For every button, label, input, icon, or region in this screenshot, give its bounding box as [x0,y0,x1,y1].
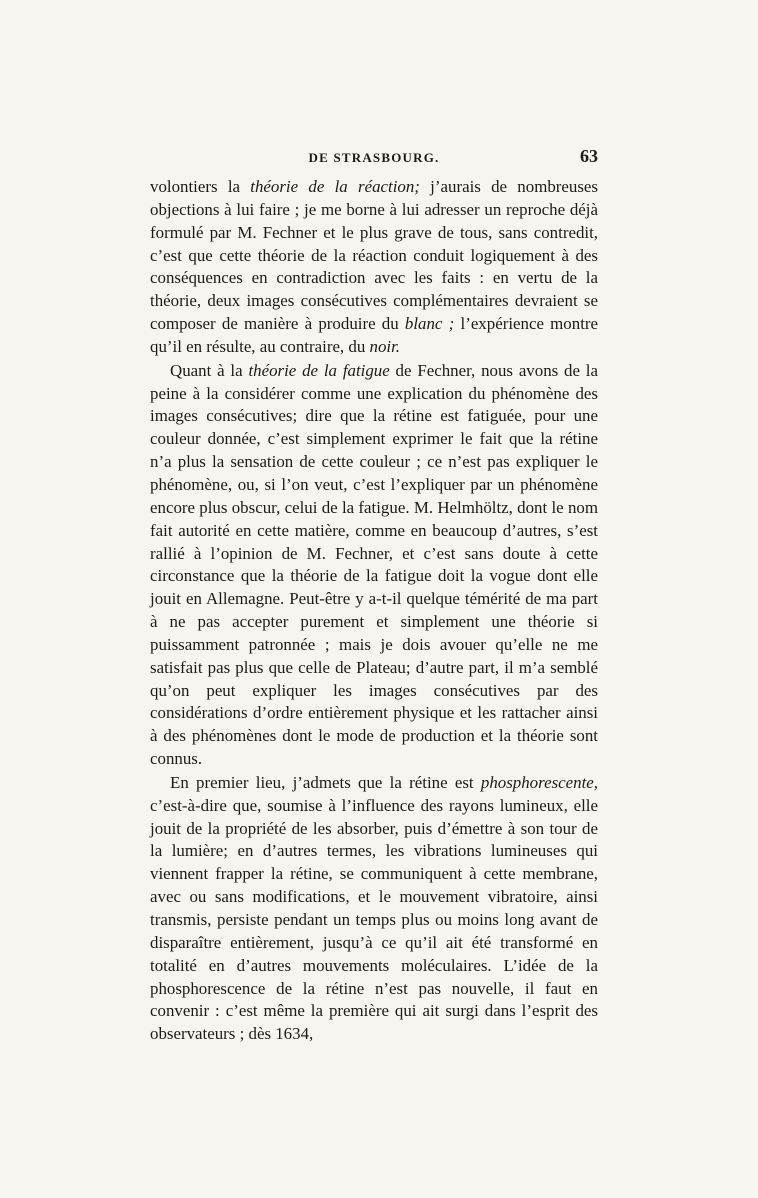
paragraph-1-text-1: volontiers la [150,177,251,196]
paragraph-2 [150,360,598,771]
paragraph-2-text-2: de Fechner, nous avons de la peine à la considérer comme une explication du phénomène des images consécutives; dire que la rétine est fatiguée, pour une couleur donnée, c’est simplement exprimer le fait que la rétine n’a plus la sensation de cette couleur ; ce n’est pas expliquer le phénomène, ou, si l’on veut, c’est l’expliquer par un phénomène encore plus obscur, celui de la fatigue. M. Helmhöltz, dont le nom fait autorité en cette matière, comme en beaucoup d’autres, s’est rallié à l’opinion de M. Fechner, et c’est sans doute à cette circonstance que la théorie de la fatigue doit la vogue dont elle jouit en Allemagne. Peut-être y a-t-il quelque témérité de ma part à ne pas accepter purement et simplement une théorie si puissamment patronnée ; mais je dois avouer qu’elle ne me satisfait pas plus que celle de Plateau; d’autre part, il m’a semblé qu’on peut expliquer les images consécutives par des considérations d’ordre entièrement physique et les rattacher ainsi à des phénomènes dont le mode de production et la théorie sont connus. [150,360,598,769]
running-title: DE STRASBOURG. [308,150,440,165]
paragraph-1-text-3: l’expérience montre qu’il en résulte, au contraire, du [150,314,599,356]
paragraph-1-text-2: j’aurais de nombreuses objections à lui faire ; je me borne à lui adresser un reproche déjà formulé par M. Fechner et le plus grave de tous, sans contredit, c’est que cette théorie de la réaction conduit logiquement à des conséquences en contradiction avec les faits : en vertu de la théorie, deux images consécutives complémentaires devraient se composer de manière à produire du [150,177,598,334]
paragraph-1-italic-1: théorie de la réaction; [250,177,420,196]
body-text [150,176,598,1046]
paragraph-1-italic-2: blanc ; [404,314,455,334]
page-number: 63 [580,146,598,166]
paragraph-3-italic-1: phosphorescente, [480,772,598,792]
paragraph-3 [150,772,598,1046]
paragraph-3-text-1: En premier lieu, j’admets que la rétine est [170,772,481,792]
paragraph-1 [150,176,598,359]
paragraph-1-italic-3: noir. [369,336,401,356]
paragraph-2-italic-1: théorie de la fatigue [248,360,390,380]
paragraph-2-text-1: Quant à la [170,360,249,380]
paragraph-3-text-2: c’est-à-dire que, soumise à l’influence des rayons lumineux, elle jouit de la propriété de les absorber, puis d’émettre à son tour de la lumière; en d’autres termes, les vibrations lumineuses qui viennent frapper la rétine, se communiquent à cette membrane, avec ou sans modifications, et le mouvement vibratoire, ainsi transmis, persiste pendant un temps plus ou moins long avant de disparaître entièrement, jusqu’à ce qu’il ait été transformé en totalité en d’autres mouvements moléculaires. L’idée de la phosphorescence de la rétine n’est pas nouvelle, il faut en convenir : c’est même la première qui ait surgi dans l’esprit des observateurs ; dès 1634, [150,795,598,1044]
running-head [150,146,598,176]
